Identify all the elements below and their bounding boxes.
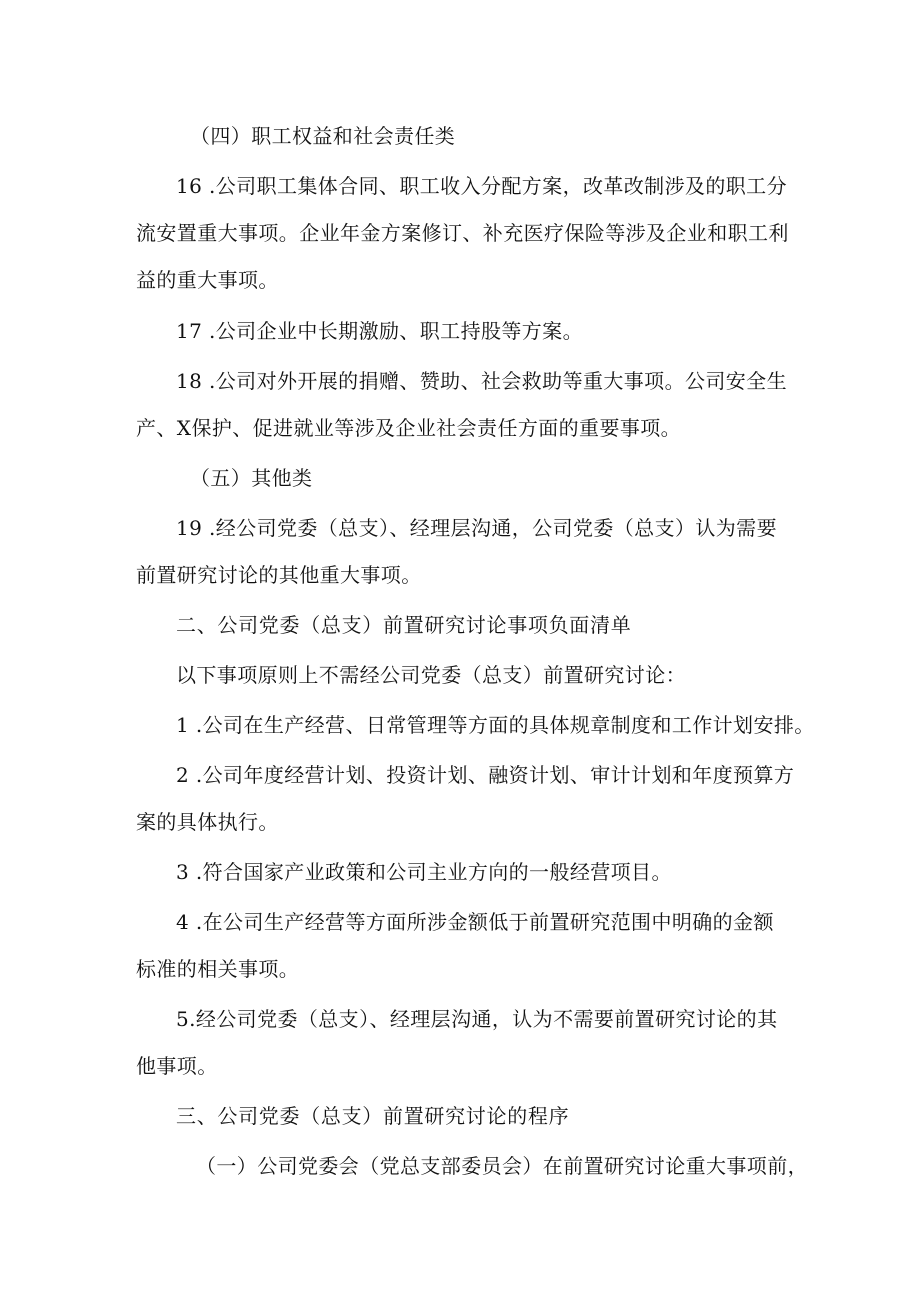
paragraph-line-5-1: 5.经公司党委（总支）、经理层沟通，认为不需要前置研究讨论的其 [176,1007,778,1031]
paragraph-line-procedure-1: （一）公司党委会（党总支部委员会）在前置研究讨论重大事项前， [196,1154,808,1178]
paragraph-line-4-1: 4 .在公司生产经营等方面所涉金额低于前置研究范围中明确的金额 [176,910,774,934]
paragraph-line-3: 3 .符合国家产业政策和公司主业方向的一般经营项目。 [176,860,672,884]
paragraph-line-19-1: 19 .经公司党委（总支）、经理层沟通，公司党委（总支）认为需要 [176,516,777,540]
paragraph-line-17: 17 .公司企业中长期激励、职工持股等方案。 [176,319,583,343]
paragraph-line-16-1: 16 .公司职工集体合同、职工收入分配方案，改革改制涉及的职工分 [176,174,787,198]
section-heading-four: （四）职工权益和社会责任类 [190,124,456,148]
paragraph-line-19-2: 前置研究讨论的其他重大事项。 [136,563,422,587]
section-heading-two: 二、公司党委（总支）前置研究讨论事项负面清单 [176,613,632,637]
paragraph-line-18-1: 18 .公司对外开展的捐赠、赞助、社会救助等重大事项。公司安全生 [176,369,787,393]
section-heading-five: （五）其他类 [190,466,313,490]
paragraph-line-5-2: 他事项。 [136,1054,218,1078]
section-heading-three: 三、公司党委（总支）前置研究讨论的程序 [176,1104,570,1128]
paragraph-line-4-2: 标准的相关事项。 [136,957,300,981]
paragraph-line-18-2: 产、X保护、促进就业等涉及企业社会责任方面的重要事项。 [136,416,682,440]
paragraph-line-16-2: 流安置重大事项。企业年金方案修订、补充医疗保险等涉及企业和职工利 [136,221,789,245]
paragraph-intro-negative-list: 以下事项原则上不需经公司党委（总支）前置研究讨论： [176,663,686,687]
paragraph-line-2-1: 2 .公司年度经营计划、投资计划、融资计划、审计计划和年度预算方 [176,763,795,787]
paragraph-line-16-3: 益的重大事项。 [136,268,279,292]
paragraph-line-1: 1 .公司在生产经营、日常管理等方面的具体规章制度和工作计划安排。 [176,713,815,737]
paragraph-line-2-2: 案的具体执行。 [136,810,279,834]
